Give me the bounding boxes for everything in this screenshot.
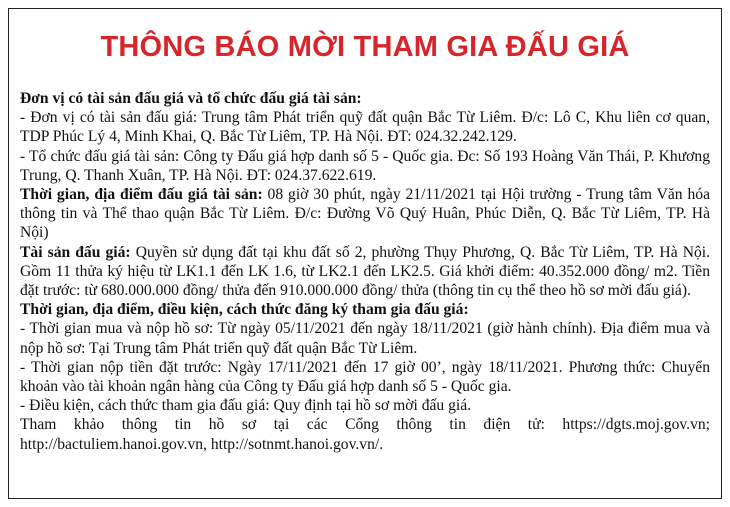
- registration-heading: Thời gian, địa điểm, điều kiện, cách thức đăng ký tham gia đấu giá:: [20, 301, 469, 319]
- owner-unit-line: - Đơn vị có tài sản đấu giá: Trung tâm Phát triển quỹ đất quận Bắc Từ Liêm. Đ/c: Lô C, Khu liên cơ quan, TDP Phúc Lý 4, Minh Khai, Q. Bắc Từ Liêm, TP. Hà Nội. ĐT: 024.32.242.129.: [20, 109, 710, 146]
- asset-text: Quyền sử dụng đất tại khu đất số 2, phường Thụy Phương, Q. Bắc Từ Liêm, TP. Hà Nội. Gồm 11 thửa ký hiệu từ LK1.1 đến LK 1.6, từ LK2.1 đến LK2.5. Giá khởi điểm: 40.352.000 đồng/ m2. Tiền đặt trước: từ 680.000.000 đồng/ thửa đến 910.000.000 đồng/ thửa (thông tin cụ thể theo hồ sơ mời đấu giá).: [20, 243, 710, 300]
- asset-paragraph: [20, 243, 710, 301]
- auction-notice: [8, 8, 722, 499]
- registration-deposit-line: - Thời gian nộp tiền đặt trước: Ngày 17/11/2021 đến 17 giờ 00’, ngày 18/11/2021. Phương thức: Chuyển khoản vào tài khoản ngân hàng của Công ty Đấu giá hợp danh số 5 - Quốc gia.: [20, 358, 710, 396]
- time-paragraph: [20, 185, 710, 243]
- notice-body: [20, 89, 710, 454]
- registration-purchase-line: - Thời gian mua và nộp hồ sơ: Từ ngày 05/11/2021 đến ngày 18/11/2021 (giờ hành chính). Địa điểm mua và nộp hồ sơ: Tại Trung tâm Phát triển quỹ đất quận Bắc Từ Liêm.: [20, 320, 710, 357]
- notice-title: THÔNG BÁO MỜI THAM GIA ĐẤU GIÁ: [100, 31, 630, 63]
- time-text: 08 giờ 30 phút, ngày 21/11/2021 tại Hội trường - Trung tâm Văn hóa thông tin và Thể thao quận Bắc Từ Liêm. Đ/c: Đường Võ Quý Huân, Phúc Diễn, Q. Bắc Từ Liêm, TP. Hà Nội): [20, 186, 710, 242]
- reference-line: Tham khảo thông tin hồ sơ tại các Cổng thông tin điện tử: https://dgts.moj.gov.vn; http://bactuliem.hanoi.gov.vn, http://sotnmt.hanoi.gov.vn/.: [20, 416, 710, 453]
- asset-heading: Tài sản đấu giá:: [20, 243, 131, 261]
- registration-conditions-line: - Điều kiện, cách thức tham gia đấu giá: Quy định tại hồ sơ mời đấu giá.: [20, 397, 472, 415]
- auction-organizer-line: - Tổ chức đấu giá tài sản: Công ty Đấu giá hợp danh số 5 - Quốc gia. Đc: Số 193 Hoàng Văn Thái, P. Khương Trung, Q. Thanh Xuân, TP. Hà Nội. ĐT: 024.37.622.619.: [20, 147, 710, 184]
- time-heading: Thời gian, địa điểm đấu giá tài sản:: [20, 186, 263, 204]
- owner-heading: Đơn vị có tài sản đấu giá và tổ chức đấu giá tài sản:: [20, 90, 362, 107]
